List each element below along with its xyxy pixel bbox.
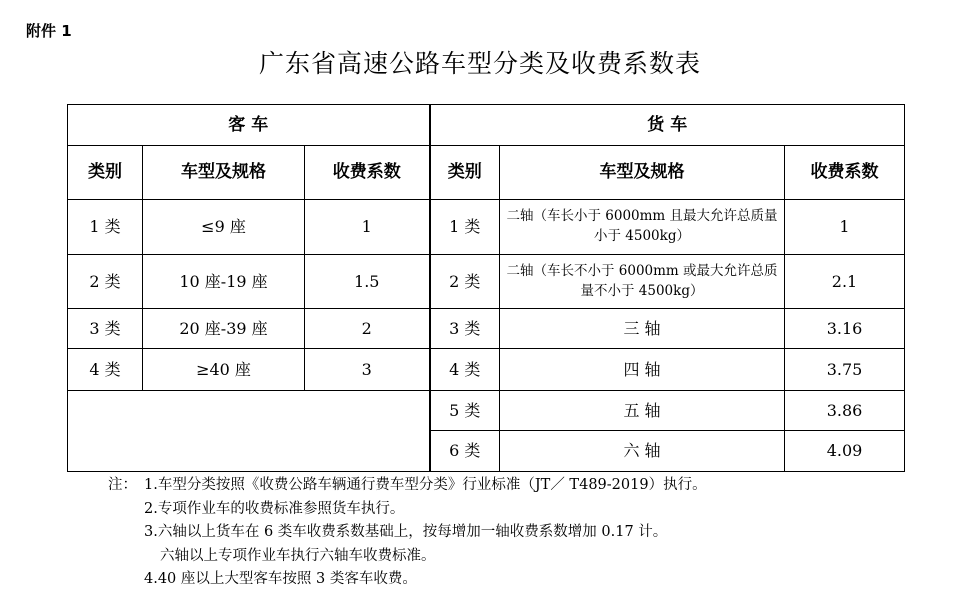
truck-category: 4 类 <box>430 349 500 391</box>
truck-category-header: 类别 <box>430 146 500 200</box>
passenger-spec-header: 车型及规格 <box>143 146 305 200</box>
notes <box>108 474 938 592</box>
notes-lead: 注： <box>108 477 137 493</box>
truck-spec: 三 轴 <box>500 309 785 349</box>
truck-spec: 四 轴 <box>500 349 785 391</box>
passenger-coefficient-header: 收费系数 <box>305 146 430 200</box>
truck-coefficient: 3.16 <box>785 309 905 349</box>
truck-spec: 二轴（车长不小于 6000mm 或最大允许总质量不小于 4500kg） <box>500 255 785 309</box>
note-item: 4.40 座以上大型客车按照 3 类客车收费。 <box>144 571 417 587</box>
passenger-coefficient: 3 <box>305 349 430 391</box>
passenger-category: 1 类 <box>68 200 143 255</box>
note-item <box>108 474 938 498</box>
group-header-row <box>68 105 905 146</box>
truck-category: 2 类 <box>430 255 500 309</box>
column-header-row <box>68 146 905 200</box>
truck-coefficient: 2.1 <box>785 255 905 309</box>
passenger-header: 客 车 <box>68 105 430 146</box>
truck-coefficient: 1 <box>785 200 905 255</box>
truck-spec: 五 轴 <box>500 391 785 431</box>
passenger-spec: ≥40 座 <box>143 349 305 391</box>
empty-passenger-cell <box>68 391 430 472</box>
note-text: 1.车型分类按照《收费公路车辆通行费车型分类》行业标准（JT／ T489-2019）执行。 <box>144 477 707 493</box>
table-row <box>68 309 905 349</box>
table-row <box>68 349 905 391</box>
truck-spec: 二轴（车长小于 6000mm 且最大允许总质量小于 4500kg） <box>500 200 785 255</box>
page-title: 广东省高速公路车型分类及收费系数表 <box>258 49 701 78</box>
truck-spec: 六 轴 <box>500 431 785 472</box>
truck-coefficient: 3.86 <box>785 391 905 431</box>
table-row <box>68 200 905 255</box>
truck-category: 5 类 <box>430 391 500 431</box>
passenger-coefficient: 1.5 <box>305 255 430 309</box>
truck-category: 6 类 <box>430 431 500 472</box>
truck-header: 货 车 <box>430 105 905 146</box>
truck-spec-header: 车型及规格 <box>500 146 785 200</box>
passenger-category: 3 类 <box>68 309 143 349</box>
note-item: 六轴以上专项作业车执行六轴车收费标准。 <box>160 547 436 564</box>
table-row <box>68 255 905 309</box>
truck-coefficient: 4.09 <box>785 431 905 472</box>
truck-coefficient-header: 收费系数 <box>785 146 905 200</box>
truck-category: 3 类 <box>430 309 500 349</box>
truck-coefficient: 3.75 <box>785 349 905 391</box>
fee-table <box>67 104 905 472</box>
passenger-coefficient: 2 <box>305 309 430 349</box>
note-item: 2.专项作业车的收费标准参照货车执行。 <box>144 500 405 517</box>
passenger-category: 4 类 <box>68 349 143 391</box>
truck-category: 1 类 <box>430 200 500 255</box>
passenger-spec: 10 座-19 座 <box>143 255 305 309</box>
passenger-coefficient: 1 <box>305 200 430 255</box>
attachment-label: 附件 1 <box>26 22 72 40</box>
note-item: 3.六轴以上货车在 6 类车收费系数基础上，按每增加一轴收费系数增加 0.17 计。 <box>144 524 668 540</box>
passenger-category: 2 类 <box>68 255 143 309</box>
table-row <box>68 391 905 431</box>
passenger-spec: 20 座-39 座 <box>143 309 305 349</box>
passenger-category-header: 类别 <box>68 146 143 200</box>
passenger-spec: ≤9 座 <box>143 200 305 255</box>
